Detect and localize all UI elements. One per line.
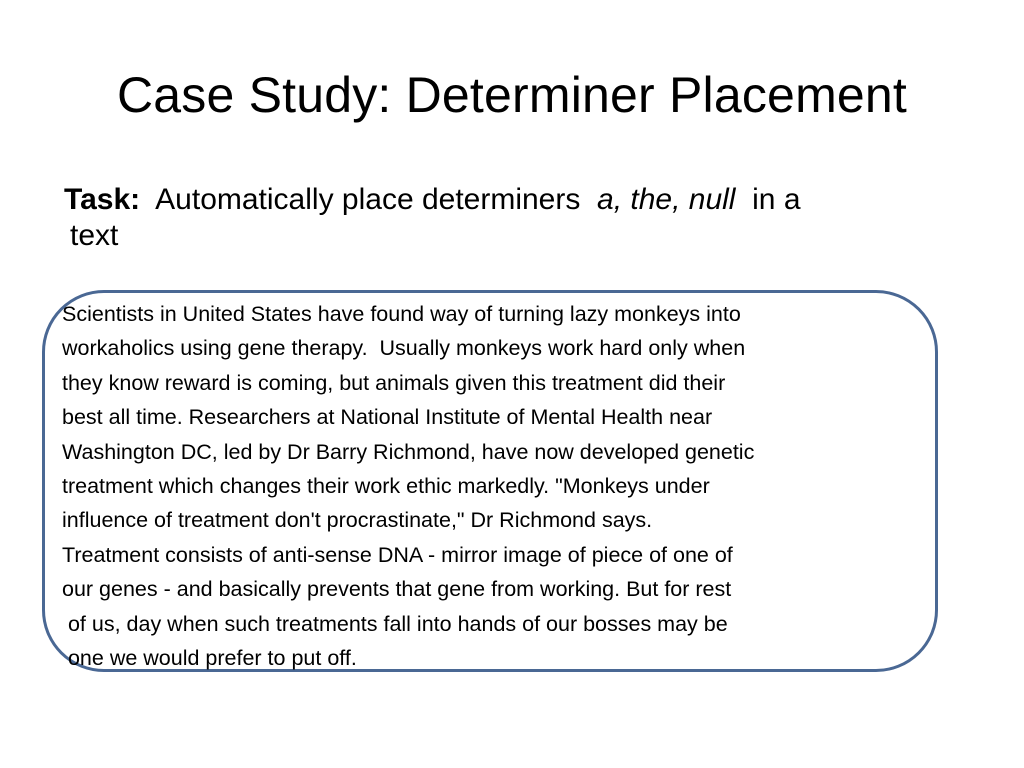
- task-text-after: in a: [752, 183, 801, 216]
- task-label: Task:: [64, 183, 141, 216]
- passage-line: Scientists in United States have found way of turning lazy monkeys into: [62, 302, 741, 326]
- passage-line: Treatment consists of anti-sense DNA - mirror image of piece of one of: [62, 542, 733, 567]
- task-text-line2: text: [70, 219, 119, 252]
- passage-line: influence of treatment don't procrastinate," Dr Richmond says.: [62, 508, 653, 533]
- passage-line: treatment which changes their work ethic markedly. "Monkeys under: [62, 474, 710, 499]
- passage-text: [62, 297, 962, 675]
- task-text-before: Automatically place determiners: [155, 183, 581, 216]
- slide-title: Case Study: Determiner Placement: [116, 67, 908, 123]
- passage-line: of us, day when such treatments fall into hands of our bosses may be: [62, 611, 728, 636]
- passage-line: workaholics using gene therapy. Usually monkeys work hard only when: [62, 336, 746, 361]
- task-statement: [64, 182, 964, 254]
- passage-line: our genes - and basically prevents that gene from working. But for rest: [62, 577, 732, 602]
- passage-line: best all time. Researchers at National Institute of Mental Health near: [62, 405, 713, 430]
- passage-line: they know reward is coming, but animals given this treatment did their: [62, 370, 726, 395]
- passage-line: Washington DC, led by Dr Barry Richmond, have now developed genetic: [62, 439, 755, 464]
- task-determiners: a, the, null: [597, 183, 736, 216]
- passage-line: one we would prefer to put off.: [62, 646, 357, 671]
